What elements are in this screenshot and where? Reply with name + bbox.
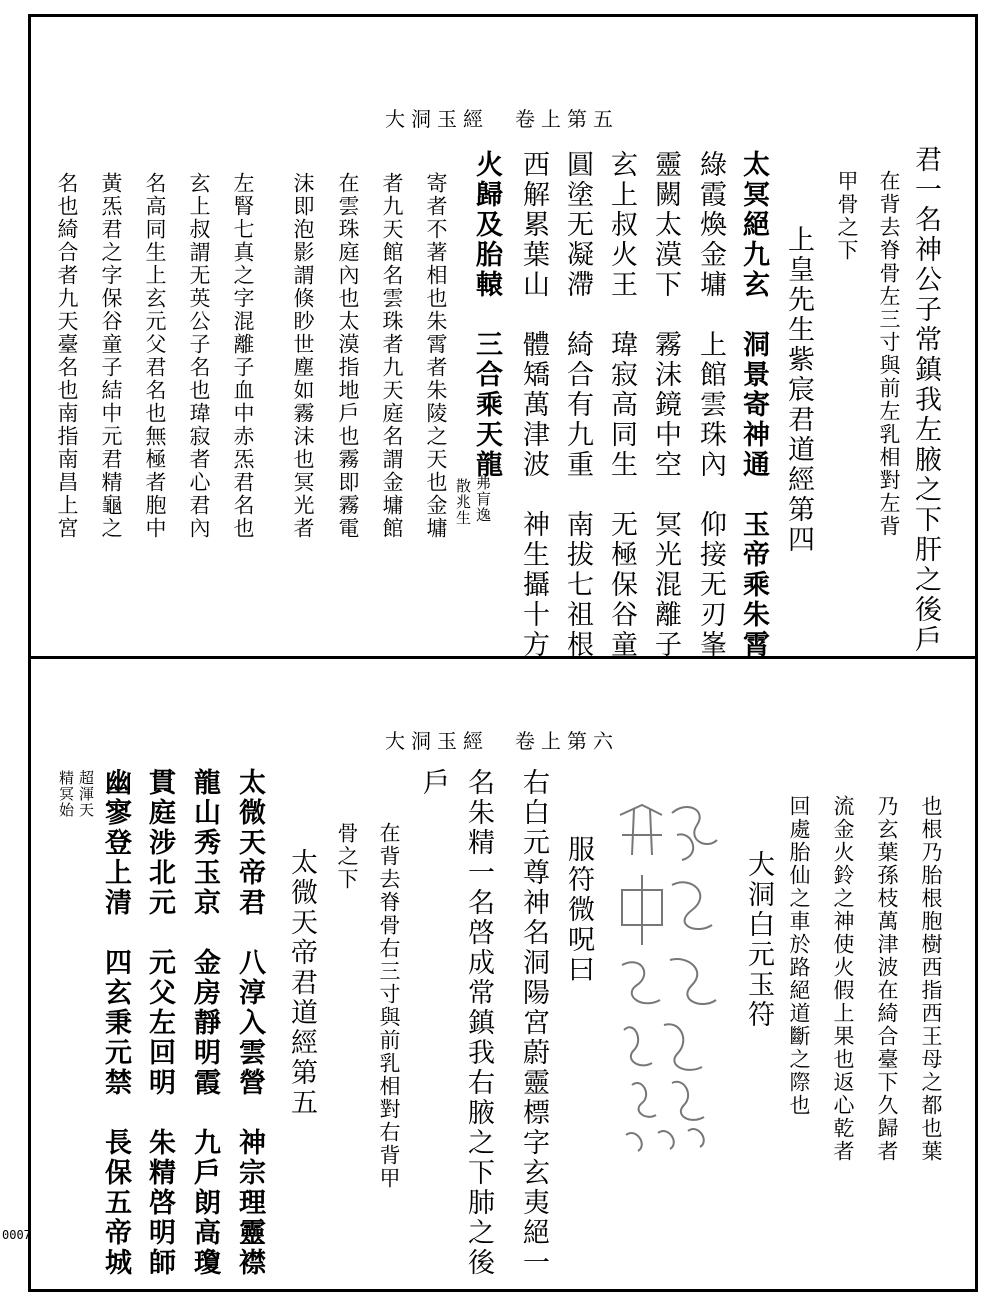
commentary-column: 寄者不著相也朱霄者朱陵之天也金墉 <box>424 172 448 540</box>
panel-divider <box>28 656 978 659</box>
commentary-column: 左腎七真之字混離子血中赤炁君名也 <box>231 172 255 540</box>
verse-column: 龍山秀玉京 金房靜明霞 九戶朗高瓊 <box>189 768 220 1278</box>
commentary-column: 甲骨之下 <box>835 170 859 262</box>
text-column: 戶 <box>418 768 449 798</box>
commentary-column: 也根乃胎根胞樹西指西王母之都也葉 <box>919 795 943 1163</box>
verse-column: 玄上叔火王 瑋寂高同生 无極保谷童 <box>606 150 637 660</box>
talisman-title: 大洞白元玉符 <box>743 850 774 1030</box>
verse-column: 貫庭涉北元 元父左回明 朱精啓明師 <box>144 768 175 1278</box>
commentary-column: 名高同生上玄元父君名也無極者胞中 <box>143 172 167 540</box>
running-header-top: 大洞玉經 卷上第五 <box>385 107 619 131</box>
annotation-note: 散兆生 <box>454 478 472 526</box>
commentary-column: 在背去脊骨左三寸與前左乳相對左背 <box>877 170 901 538</box>
verse-column: 火歸及胎轅 三合乘天龍 <box>471 150 502 480</box>
incantation-heading: 服符微呪曰 <box>563 835 594 985</box>
commentary-column: 黃炁君之字保谷童子結中元君精龜之 <box>99 172 123 540</box>
annotation-note: 精冥始 <box>57 770 75 818</box>
commentary-column: 乃玄葉孫枝萬津波在綺合臺下久歸者 <box>875 795 899 1163</box>
scripture-title: 上皇先生紫宸君道經第四 <box>783 225 814 555</box>
verse-column: 幽寥登上清 四玄秉元禁 長保五帝城 <box>100 768 131 1278</box>
commentary-column: 者九天館名雲珠者九天庭名謂金墉館 <box>380 172 404 540</box>
scripture-title: 太微天帝君道經第五 <box>286 848 317 1118</box>
commentary-column: 流金火鈴之神使火假上果也返心乾者 <box>831 795 855 1163</box>
commentary-column: 玄上叔謂无英公子名也瑋寂者心君內 <box>187 172 211 540</box>
commentary-column: 骨之下 <box>335 822 359 891</box>
verse-column: 圓塗无凝滯 綺合有九重 南拔七祖根 <box>562 150 593 660</box>
verse-column: 靈闕太漠下 霧沫鏡中空 冥光混離子 <box>650 150 681 660</box>
commentary-column: 名也綺合者九天臺名也南指南昌上宮 <box>55 172 79 540</box>
verse-column: 綠霞煥金墉 上館雲珠內 仰接无刃峯 <box>695 150 726 660</box>
verse-column: 西解累葉山 體矯萬津波 神生攝十方 <box>518 150 549 660</box>
text-column: 君一名神公子常鎮我左腋之下肝之後戶 <box>910 145 941 655</box>
commentary-column: 在雲珠庭內也太漠指地戶也霧即霧電 <box>336 172 360 540</box>
verse-column: 太微天帝君 八淳入雲營 神宗理靈襟 <box>234 768 265 1278</box>
text-column: 名朱精一名啓成常鎮我右腋之下肺之後 <box>463 768 494 1278</box>
verse-column: 太冥絕九玄 洞景寄神通 玉帝乘朱霄 <box>738 150 769 660</box>
running-header-bottom: 大洞玉經 卷上第六 <box>385 729 619 753</box>
talisman-seal-image <box>612 795 722 1155</box>
annotation-note: 弗肓逸 <box>474 475 492 523</box>
page-number: 0007 <box>2 1228 31 1242</box>
commentary-column: 回處胎仙之車於路絕道斷之際也 <box>787 795 811 1117</box>
commentary-column: 沫即泡影謂倏眇世塵如霧沫也冥光者 <box>291 172 315 540</box>
annotation-note: 超渾天 <box>77 770 95 818</box>
text-column: 右白元尊神名洞陽宮蔚靈標字玄夷絕一 <box>518 768 549 1278</box>
commentary-column: 在背去脊骨右三寸與前乳相對右背甲 <box>377 822 401 1190</box>
